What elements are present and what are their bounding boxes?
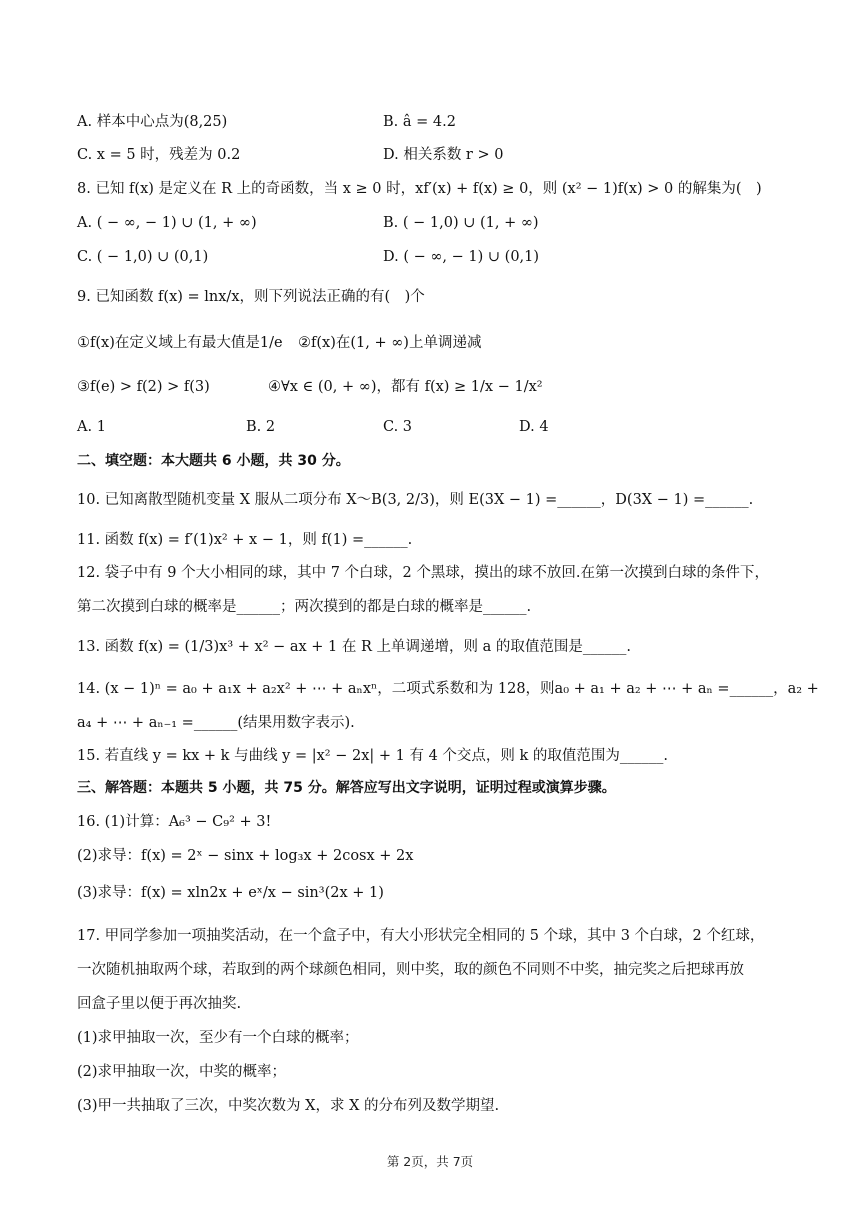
q17-line-1: 17. 甲同学参加一项抽奖活动，在一个盒子中，有大小形状完全相同的 5 个球，其中 3 个白球，2 个红球， <box>77 928 765 944</box>
section-heading-fill-in: 二、填空题：本大题共 6 小题，共 30 分。 <box>77 453 350 469</box>
q8-option-b: B. ( − 1,0) ∪ (1, + ∞) <box>383 215 539 231</box>
q9-statement-3: ③f(e) > f(2) > f(3) <box>77 379 210 395</box>
q16-part-2: (2)求导：f(x) = 2ˣ − sinx + log₃x + 2cosx + 2x <box>77 848 414 864</box>
q8-stem: 8. 已知 f(x) 是定义在 R 上的奇函数，当 x ≥ 0 时，xf′(x) + f(x) ≥ 0，则 (x² − 1)f(x) > 0 的解集为( ) <box>77 181 762 197</box>
q11: 11. 函数 f(x) = f′(1)x² + x − 1，则 f(1) =______. <box>77 532 413 548</box>
q12-line-2: 第二次摸到白球的概率是______；两次摸到的都是白球的概率是______. <box>77 599 532 615</box>
q13: 13. 函数 f(x) = (1/3)x³ + x² − ax + 1 在 R 上单调递增，则 a 的取值范围是______. <box>77 639 632 655</box>
q15: 15. 若直线 y = kx + k 与曲线 y = |x² − 2x| + 1 有 4 个交点，则 k 的取值范围为______. <box>77 748 669 764</box>
section-heading-answer: 三、解答题：本题共 5 小题，共 75 分。解答应写出文字说明，证明过程或演算步骤。 <box>77 780 616 796</box>
q9-statement-4: ④∀x ∈ (0, + ∞)，都有 f(x) ≥ 1/x − 1/x² <box>268 379 543 395</box>
q17-line-2: 一次随机抽取两个球，若取到的两个球颜色相同，则中奖，取的颜色不同则不中奖，抽完奖之后把球再放 <box>77 962 744 978</box>
q9-stem: 9. 已知函数 f(x) = lnx/x，则下列说法正确的有( )个 <box>77 289 425 305</box>
q17-part-2: (2)求甲抽取一次，中奖的概率； <box>77 1064 287 1080</box>
q7-option-c: C. x = 5 时，残差为 0.2 <box>77 147 241 163</box>
q14-line-1: 14. (x − 1)ⁿ = a₀ + a₁x + a₂x² + ⋯ + aₙxⁿ，二项式系数和为 128，则a₀ + a₁ + a₂ + ⋯ + aₙ =______，a₂ + <box>77 681 819 697</box>
q9-option-a: A. 1 <box>77 419 106 435</box>
q16-part-3: (3)求导：f(x) = xln2x + eˣ/x − sin³(2x + 1) <box>77 885 384 901</box>
page-footer: 第 2页，共 7页 <box>386 1154 474 1169</box>
q10: 10. 已知离散型随机变量 X 服从二项分布 X～B(3, 2/3)，则 E(3X − 1) =______，D(3X − 1) =______. <box>77 492 754 508</box>
q8-option-a: A. ( − ∞, − 1) ∪ (1, + ∞) <box>77 215 257 231</box>
q16-part-1: 16. (1)计算：A₆³ − C₉² + 3! <box>77 814 272 830</box>
q9-option-b: B. 2 <box>246 419 276 435</box>
q17-line-3: 回盒子里以便于再次抽奖. <box>77 996 242 1012</box>
q7-option-a: A. 样本中心点为(8,25) <box>77 114 228 130</box>
q12-line-1: 12. 袋子中有 9 个大小相同的球，其中 7 个白球，2 个黑球，摸出的球不放回.在第一次摸到白球的条件下， <box>77 565 769 581</box>
q17-part-1: (1)求甲抽取一次，至少有一个白球的概率； <box>77 1030 359 1046</box>
q7-option-b: B. â = 4.2 <box>383 114 456 130</box>
q9-option-d: D. 4 <box>519 419 549 435</box>
q9-statement-1: ①f(x)在定义域上有最大值是1/e <box>77 335 283 351</box>
q8-option-c: C. ( − 1,0) ∪ (0,1) <box>77 249 209 265</box>
q14-line-2: a₄ + ⋯ + aₙ₋₁ =______(结果用数字表示). <box>77 715 355 731</box>
q7-option-d: D. 相关系数 r > 0 <box>383 147 504 163</box>
q9-statement-2: ②f(x)在(1, + ∞)上单调递减 <box>298 335 482 351</box>
q8-option-d: D. ( − ∞, − 1) ∪ (0,1) <box>383 249 540 265</box>
q17-part-3: (3)甲一共抽取了三次，中奖次数为 X，求 X 的分布列及数学期望. <box>77 1098 500 1114</box>
q9-option-c: C. 3 <box>383 419 413 435</box>
